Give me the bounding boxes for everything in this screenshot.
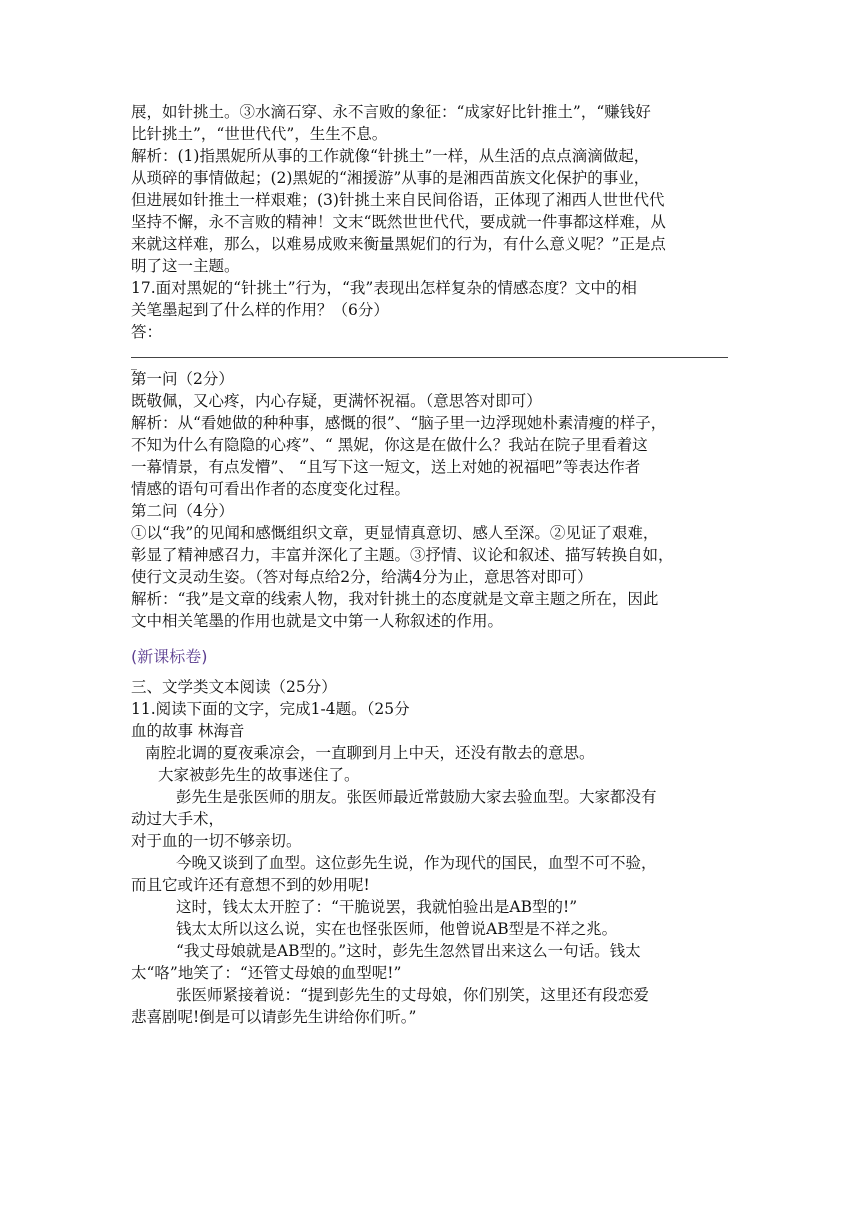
story-line: 太“咯”地笑了：“还管丈母娘的血型呢!”	[131, 964, 402, 982]
text-line: 来就这样难，那么，以难易成败来衡量黑妮们的行为，有什么意义呢？”正是点	[131, 235, 666, 253]
text-line: 从琐碎的事情做起；(2)黑妮的“湘援游”从事的是湘西苗族文化保护的事业，	[131, 169, 650, 187]
document-page	[131, 101, 731, 1028]
story-line: 对于血的一切不够亲切。	[131, 832, 302, 850]
story-paragraph: 张医师紧接着说：“提到彭先生的丈母娘，你们别笑，这里还有段恋爱	[176, 986, 649, 1004]
text-line: 解析：从“看她做的种种事，感慨的很”、“脑子里一边浮现她朴素清瘦的样子，	[131, 414, 667, 432]
text-line: 展，如针挑土。③水滴石穿、永不言败的象征：“成家好比针推土”，“赚钱好	[131, 103, 651, 121]
text-line: 但进展如针推土一样艰难；(3)针挑土来自民间俗语，正体现了湘西人世世代代	[131, 191, 665, 209]
story-title: 血的故事 林海音	[131, 722, 245, 740]
text-line: 比针挑土”，“世世代代”，生生不息。	[131, 125, 388, 143]
text-line: 不知为什么有隐隐的心疼”、“ 黑妮，你这是在做什么？我站在院子里看着这	[131, 436, 648, 454]
text-line: ①以“我”的见闻和感慨组织文章，更显情真意切、感人至深。②见证了艰难，	[131, 524, 659, 542]
section-heading: (新课标卷)	[131, 647, 208, 666]
story-paragraph: 这时，钱太太开腔了：“干脆说罢，我就怕验出是AB型的!”	[176, 898, 578, 916]
text-line: 明了这一主题。	[131, 257, 240, 275]
story-body	[131, 742, 731, 1028]
story-line: 悲喜剧呢!倒是可以请彭先生讲给你们听。”	[131, 1008, 417, 1026]
text-line: 一幕情景，有点发懵”、 “且写下这一短文，送上对她的祝福吧”等表达作者	[131, 458, 641, 476]
text-line: 11.阅读下面的文字，完成1-4题。（25分	[131, 700, 410, 718]
text-line: 文中相关笔墨的作用也就是文中第一人称叙述的作用。	[131, 612, 504, 630]
text-line: 彰显了精神感召力，丰富并深化了主题。③抒情、议论和叙述、描写转换自如，	[131, 546, 674, 564]
answer-continuation	[131, 101, 731, 343]
text-line: 三、文学类文本阅读（25分）	[131, 678, 337, 696]
story-line: 动过大手术，	[131, 810, 225, 828]
question-17-line: 17.面对黑妮的“针挑土”行为，“我”表现出怎样复杂的情感态度？文中的相	[131, 279, 637, 297]
story-line: 而且它或许还有意想不到的妙用呢!	[131, 876, 370, 894]
text-line: 使行文灵动生姿。（答对每点给2分，给满4分为止，意思答对即可）	[131, 568, 593, 586]
story-paragraph: 今晚又谈到了血型。这位彭先生说，作为现代的国民，血型不可不验，	[176, 854, 657, 872]
story-paragraph: 钱太太所以这么说，实在也怪张医师，他曾说AB型是不祥之兆。	[176, 920, 618, 938]
text-line: 第二问（4分）	[131, 502, 234, 520]
text-line: 既敬佩，又心疼，内心存疑，更满怀祝福。（意思答对即可）	[131, 392, 542, 410]
answer-blank-underscore: _	[131, 356, 137, 370]
text-line: 第一问（2分）	[131, 370, 234, 388]
story-paragraph: 南腔北调的夏夜乘凉会，一直聊到月上中天，还没有散去的意思。	[145, 744, 595, 762]
text-line: 解析：“我”是文章的线索人物，我对针挑土的态度就是文章主题之所在，因此	[131, 590, 659, 608]
story-paragraph: “我丈母娘就是AB型的。”这时，彭先生忽然冒出来这么一句话。钱太	[176, 942, 641, 960]
reading-question	[131, 676, 731, 742]
story-paragraph: 彭先生是张医师的朋友。张医师最近常鼓励大家去验血型。大家都没有	[176, 788, 657, 806]
text-line: 解析：(1)指黑妮所从事的工作就像“针挑土”一样，从生活的点点滴滴做起，	[131, 147, 650, 165]
answer-label: 答：	[131, 323, 163, 341]
text-line: 坚持不懈，永不言败的精神！文末“既然世世代代，要成就一件事都这样难，从	[131, 213, 666, 231]
question-17-line: 关笔墨起到了什么样的作用？（6分）	[131, 301, 389, 319]
story-paragraph: 大家被彭先生的故事迷住了。	[158, 766, 360, 784]
answer-explanation	[131, 368, 731, 632]
text-line: 情感的语句可看出作者的态度变化过程。	[131, 480, 411, 498]
